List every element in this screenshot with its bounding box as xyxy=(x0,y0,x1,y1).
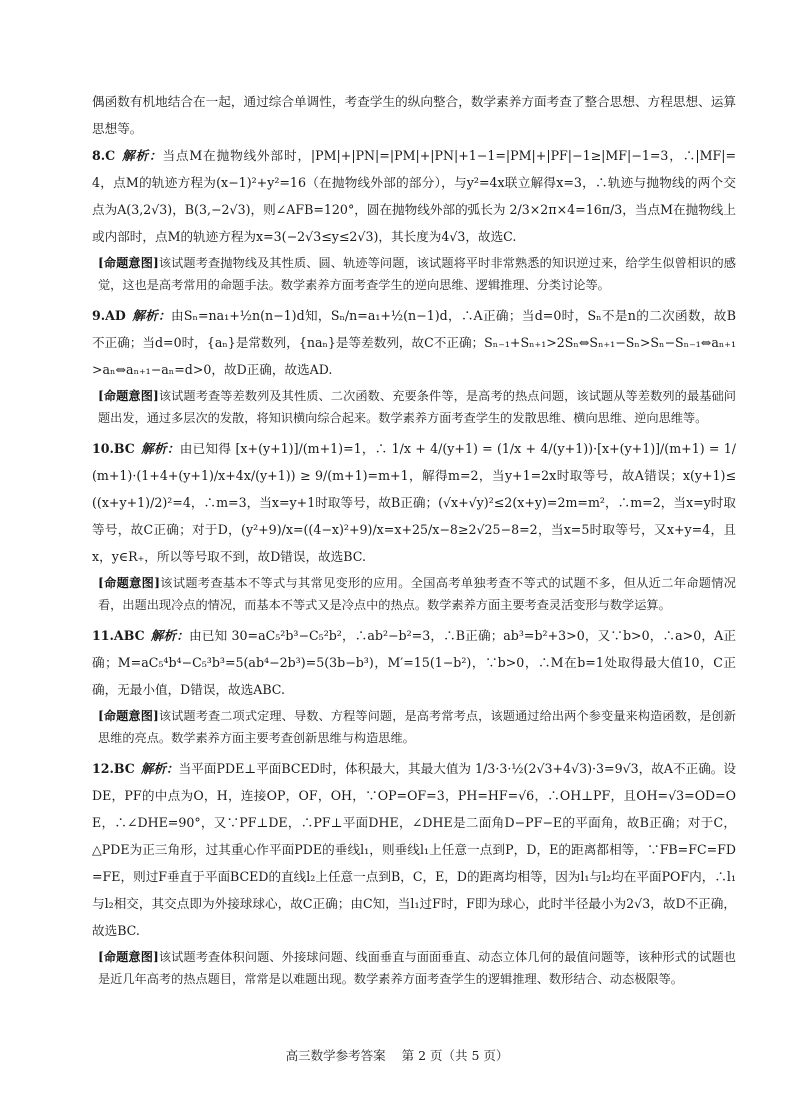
intent-label: [命题意图] xyxy=(98,256,159,270)
intent-text: 该试题考查基本不等式与其常见变形的应用。全国高考单独考查不等式的试题不多，但从近二年命题情况看，出题出现冷点的情况，而基本不等式又是冷点中的热点。数学素养方面主要考查灵活变形与数学运算。 xyxy=(98,576,736,612)
intent-paragraph xyxy=(98,946,736,990)
intent-label: [命题意图] xyxy=(98,576,160,590)
solution-item xyxy=(92,142,736,296)
solution-list xyxy=(92,142,736,990)
page-footer xyxy=(0,1046,794,1064)
analysis-label: 解析： xyxy=(131,308,171,323)
intent-paragraph xyxy=(98,705,736,749)
analysis-label: 解析： xyxy=(121,148,163,163)
footer-title: 高三数学参考答案 xyxy=(285,1048,386,1063)
intent-text: 该试题考查等差数列及其性质、二次函数、充要条件等，是高考的热点问题，该试题从等差数列的最基础问题出发，通过多层次的发散，将知识横向综合起来。数学素养方面考查学生的发散思维、横向思维、逆向思维等。 xyxy=(98,389,736,425)
solution-paragraph xyxy=(92,622,736,703)
analysis-label: 解析： xyxy=(150,628,190,643)
answer-choice: AD xyxy=(105,308,126,323)
analysis-label: 解析： xyxy=(140,761,179,776)
footer-page-number: 第 2 页（共 5 页） xyxy=(401,1048,509,1063)
intent-text: 该试题考查体积问题、外接球问题、线面垂直与面面垂直、动态立体几何的最值问题等，该种形式的试题也是近几年高考的热点题目，常常是以难题出现。数学素养方面考查学生的逻辑推理、数形结合、动态极限等。 xyxy=(98,950,736,986)
intent-paragraph xyxy=(98,572,736,616)
solution-item xyxy=(92,435,736,616)
intent-label: [命题意图] xyxy=(98,709,159,723)
analysis-text: 由Sₙ=na₁+½n(n−1)d知，Sₙ/n=a₁+½(n−1)d，∴A正确；当d=0时，Sₙ不是n的二次函数，故B不正确；当d=0时，{aₙ}是常数列，{naₙ}是等差数列，故C不正确；Sₙ₋₁+Sₙ₊₁>2Sₙ⇔Sₙ₊₁−Sₙ>Sₙ−Sₙ₋₁⇔aₙ₊₁>aₙ⇔aₙ₊₁−aₙ=d>0，故D正确，故选AD. xyxy=(92,308,736,377)
analysis-text: 由已知得 [x+(y+1)]/(m+1)=1，∴ 1/x + 4/(y+1) = (1/x + 4/(y+1))·[x+(y+1)]/(m+1) = 1/(m+1)·(1+4+(y+1)/x+4x/(y+1)) ≥ 9/(m+1)=m+1，解得m=2，当y+1=2x时取等号，故A错误；x(y+1)≤((x+y+1)/2)²=4，∴m=3，当x=y+1时取等号，故B正确；(√x+√y)²≤2(x+y)=2m=m²，∴m=2，当x=y时取等号，故C正确；对于D，(y²+9)/x=((4−x)²+9)/x=x+25/x−8≥2√25−8=2，当x=5时取等号，又x+y=4，且x，y∈R₊，所以等号取不到，故D错误，故选BC. xyxy=(92,441,737,564)
continuation-text: 偶函数有机地结合在一起，通过综合单调性，考查学生的纵向整合，数学素养方面考查了整合思想、方程思想、运算思想等。 xyxy=(92,94,736,136)
analysis-label: 解析： xyxy=(140,441,180,456)
solution-paragraph xyxy=(92,435,736,570)
intent-text: 该试题考查抛物线及其性质、圆、轨迹等问题，该试题将平时非常熟悉的知识逆过来，给学生似曾相识的感觉，这也是高考常用的命题手法。数学素养方面考查学生的逆向思维、逻辑推理、分类讨论等。 xyxy=(98,256,736,292)
answer-choice: ABC xyxy=(113,628,145,643)
intent-label: [命题意图] xyxy=(98,389,159,403)
analysis-text: 当点M在抛物线外部时，|PM|+|PN|=|PM|+|PN|+1−1=|PM|+|PF|−1≥|MF|−1=3，∴|MF|=4，点M的轨迹方程为(x−1)²+y²=16（在抛物线外部的部分），与y²=4x联立解得x=3，∴轨迹与抛物线的两个交点为A(3,2√3)，B(3,−2√3)，则∠AFB=120°，圆在抛物线外部的弧长为 2/3×2π×4=16π/3，当点M在抛物线上或内部时，点M的轨迹方程为x=3(−2√3≤y≤2√3)，其长度为4√3，故选C. xyxy=(92,148,737,244)
solution-item xyxy=(92,755,736,990)
answer-choice: BC xyxy=(113,441,135,456)
analysis-text: 由已知 30=aC₅²b³−C₅²b²，∴ab²−b²=3，∴B正确；ab³=b²+3>0，又∵b>0，∴a>0，A正确；M=aC₅⁴b⁴−C₅³b³=5(ab⁴−2b³)=5(3b−b³)，M′=15(1−b²)，∵b>0，∴M在b=1处取得最大值10，C正确，无最小值，D错误，故选ABC. xyxy=(92,628,737,697)
answer-choice: C xyxy=(105,148,116,163)
solution-paragraph xyxy=(92,142,736,250)
intent-paragraph xyxy=(98,252,736,296)
question-number: 11. xyxy=(92,628,114,643)
answer-choice: BC xyxy=(113,761,135,776)
solution-item xyxy=(92,302,736,429)
analysis-text: 当平面PDE⊥平面BCED时，体积最大，其最大值为 1/3·3·½(2√3+4√3)·3=9√3，故A不正确。设DE，PF的中点为O，H，连接OP，OF，OH，∵OP=OF=3，PH=HF=√6，∴OH⊥PF，且OH=√3=OD=OE，∴∠DHE=90°，又∵PF⊥DE，∴PF⊥平面DHE，∠DHE是二面角D−PF−E的平面角，故B正确；对于C，△PDE为正三角形，过其重心作平面PDE的垂线l₁，则垂线l₁上任意一点到P，D，E的距离都相等，∵FB=FC=FD=FE，则过F垂直于平面BCED的直线l₂上任意一点到B，C，E，D的距离均相等，因为l₁与l₂均在平面POF内，∴l₁与l₂相交，其交点即为外接球球心，故C正确；由C知，当l₁过F时，F即为球心，此时半径最小为2√3，故D不正确，故选BC. xyxy=(92,761,737,938)
question-number: 10. xyxy=(92,441,114,456)
question-number: 12. xyxy=(92,761,114,776)
solution-item xyxy=(92,622,736,749)
solution-paragraph xyxy=(92,302,736,383)
intent-text: 该试题考查二项式定理、导数、方程等问题，是高考常考点，该题通过给出两个参变量来构造函数，是创新思维的亮点。数学素养方面主要考查创新思维与构造思维。 xyxy=(98,709,736,745)
intent-paragraph xyxy=(98,385,736,429)
question-number: 9. xyxy=(92,308,106,323)
solution-paragraph xyxy=(92,755,736,944)
intent-label: [命题意图] xyxy=(98,950,159,964)
question-number: 8. xyxy=(92,148,106,163)
